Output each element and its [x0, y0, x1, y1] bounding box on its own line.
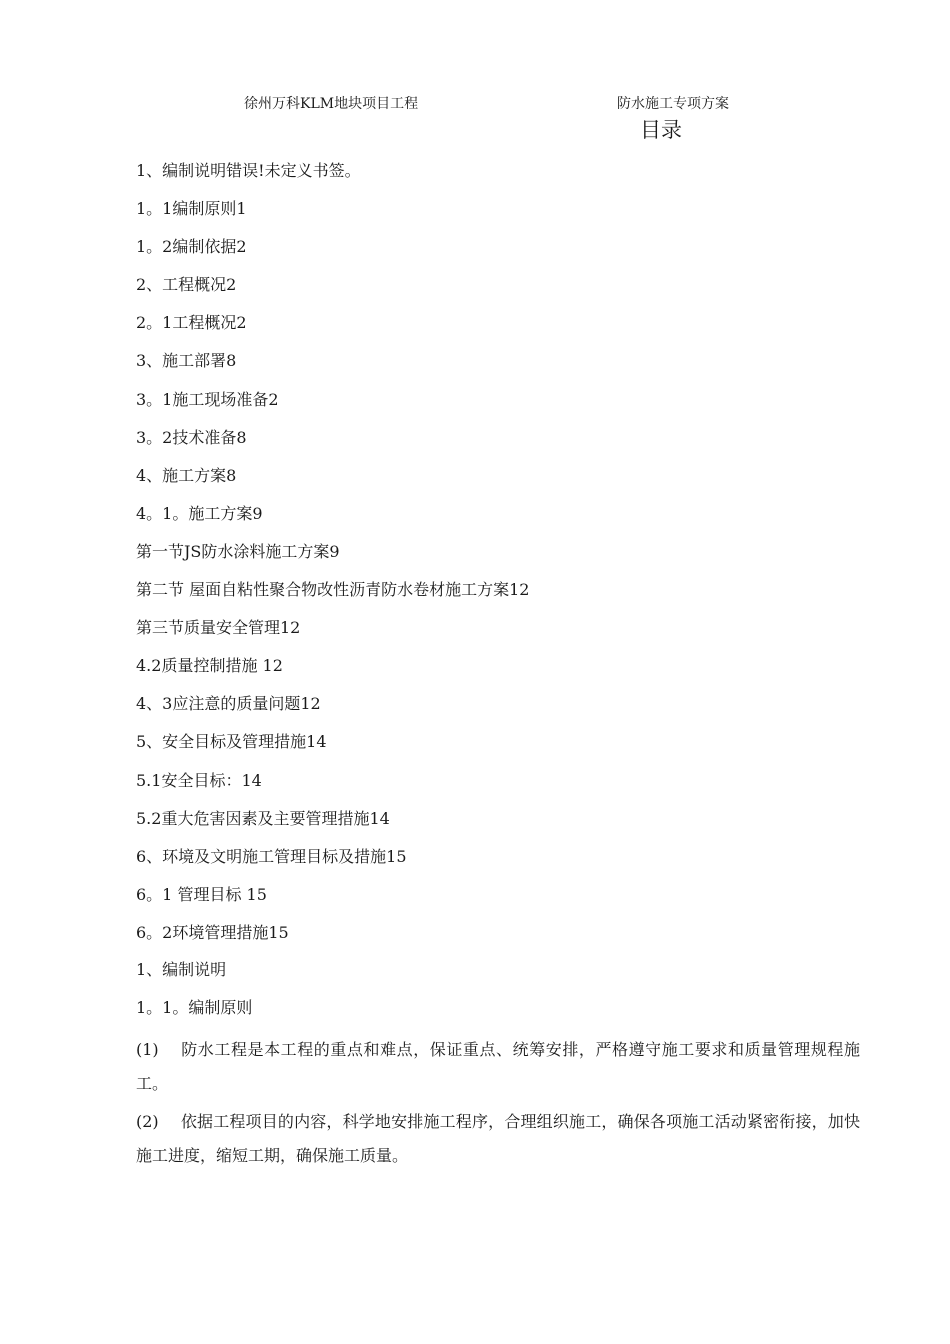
header-document-title: 防水施工专项方案 [617, 96, 729, 112]
toc-entry[interactable]: 2。1工程概况2 [136, 313, 247, 333]
toc-entry[interactable]: 6。2环境管理措施15 [136, 922, 289, 942]
toc-title: 目录 [640, 118, 682, 142]
section-heading: 1、编制说明 [136, 960, 227, 979]
toc-entry[interactable]: 6、环境及文明施工管理目标及措施15 [136, 846, 407, 866]
toc-entry[interactable]: 第三节质量安全管理12 [136, 618, 301, 638]
toc-entry[interactable]: 4、3应注意的质量问题12 [136, 694, 321, 714]
toc-entry[interactable]: 3、施工部署8 [136, 351, 237, 371]
toc-entry[interactable]: 5.2重大危害因素及主要管理措施14 [136, 808, 390, 828]
toc-entry[interactable]: 4.2质量控制措施 12 [136, 656, 283, 676]
toc-entry[interactable]: 4。1。施工方案9 [136, 503, 263, 523]
toc-entry[interactable]: 3。1施工现场准备2 [136, 389, 279, 409]
paragraph [136, 1033, 860, 1101]
toc-entry[interactable]: 第二节 屋面自粘性聚合物改性沥青防水卷材施工方案12 [136, 580, 530, 600]
toc-entry[interactable]: 3。2技术准备8 [136, 427, 247, 447]
toc-entry[interactable]: 1。1编制原则1 [136, 199, 247, 219]
toc-entry[interactable]: 5、安全目标及管理措施14 [136, 732, 327, 752]
header-project-title: 徐州万科KLM地块项目工程 [244, 96, 419, 112]
paragraph [136, 1105, 860, 1173]
document-body [136, 957, 860, 1177]
toc-entry[interactable]: 5.1安全目标：14 [136, 770, 262, 790]
subsection-heading: 1。1。编制原则 [136, 998, 253, 1017]
paragraph-number: (1) [136, 1040, 159, 1059]
toc-entry[interactable]: 1。2编制依据2 [136, 237, 247, 257]
table-of-contents [136, 158, 866, 958]
toc-entry[interactable]: 4、施工方案8 [136, 465, 237, 485]
toc-entry[interactable]: 2、工程概况2 [136, 275, 237, 295]
toc-entry[interactable]: 1、编制说明错误!未定义书签。 [136, 161, 361, 180]
paragraph-number: (2) [136, 1112, 159, 1131]
toc-entry[interactable]: 第一节JS防水涂料施工方案9 [136, 541, 340, 561]
paragraph-text: 防水工程是本工程的重点和难点，保证重点、统筹安排，严格遵守施工要求和质量管理规程施工。 [136, 1040, 860, 1093]
paragraph-text: 依据工程项目的内容，科学地安排施工程序，合理组织施工，确保各项施工活动紧密衔接，加快施工进度，缩短工期，确保施工质量。 [136, 1112, 860, 1165]
toc-entry[interactable]: 6。1 管理目标 15 [136, 884, 267, 904]
